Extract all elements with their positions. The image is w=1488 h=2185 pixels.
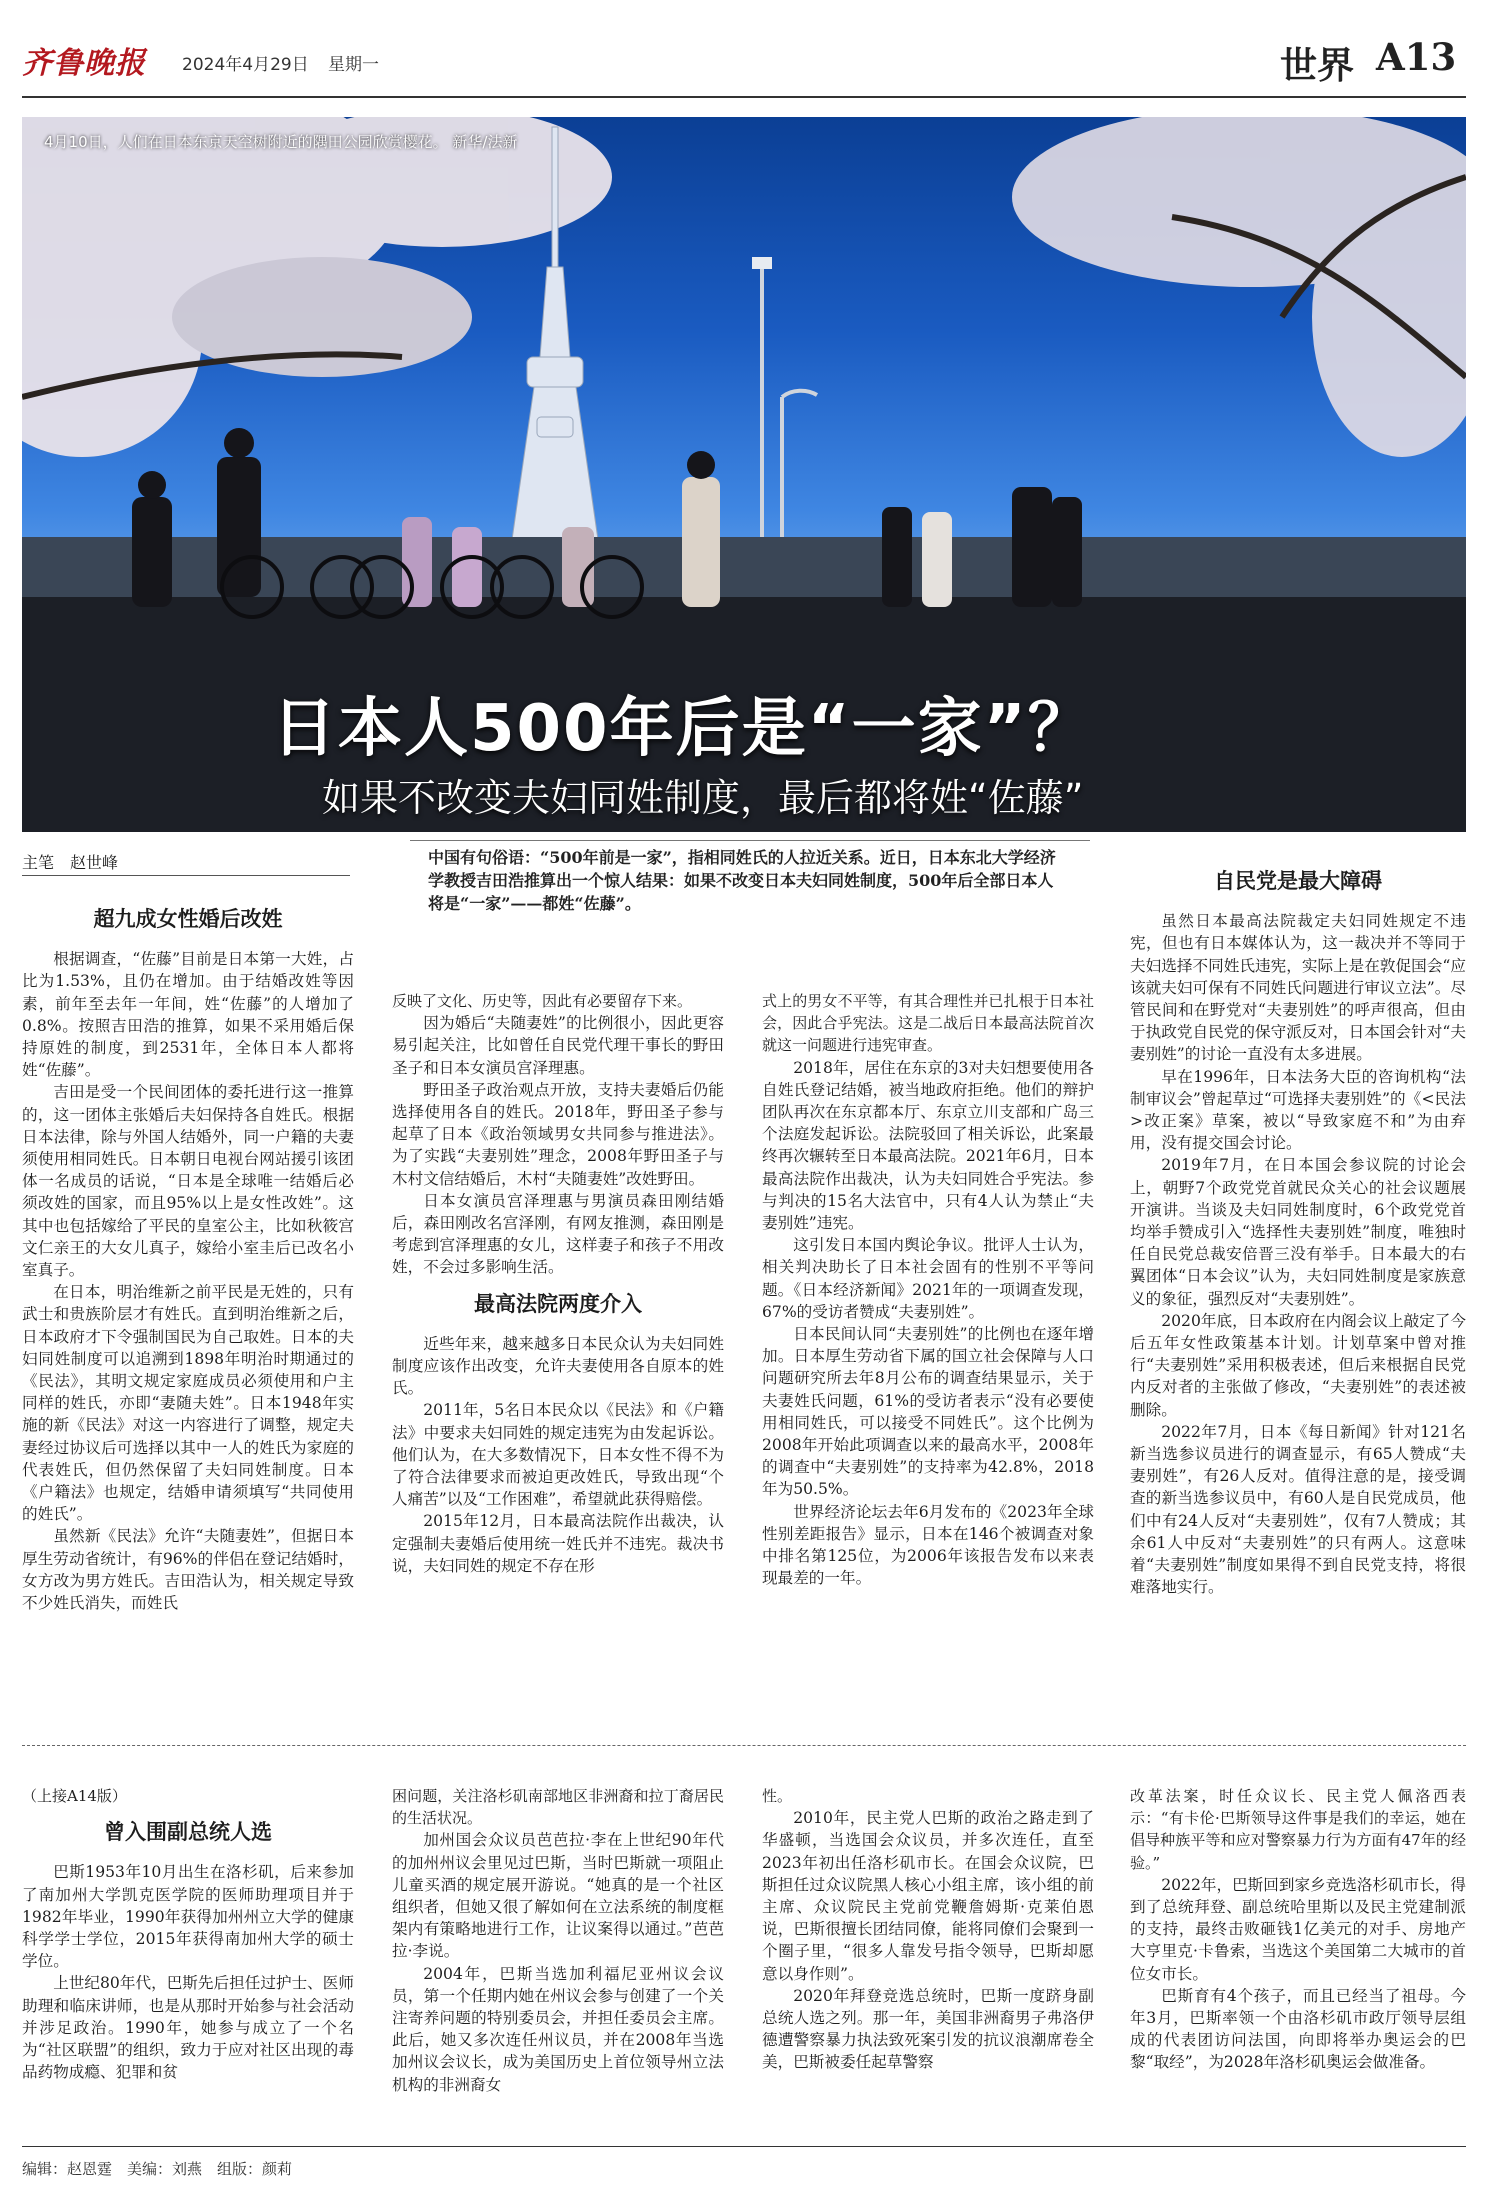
page-number: A13 <box>1376 35 1457 79</box>
footer-rule <box>22 2146 1466 2147</box>
paragraph: 式上的男女不平等，有其合理性并已扎根于日本社会，因此合乎宪法。这是二战后日本最高法院首次就这一问题进行违宪审查。 <box>762 992 1094 1055</box>
paragraph: 世界经济论坛去年6月发布的《2023年全球性别差距报告》显示，日本在146个被调查对象中排名第125位，为2006年该报告发布以来表现最差的一年。 <box>762 1502 1094 1588</box>
second-article-column-3 <box>762 1785 1094 2074</box>
paragraph: 因为婚后“夫随妻姓”的比例很小，因此更容易引起关注，比如曾任自民党代理干事长的野田圣子和日本女演员宫泽理惠。 <box>392 1014 724 1077</box>
section-divider <box>22 1745 1466 1746</box>
section-name: 世界 <box>1280 43 1354 87</box>
paragraph: 在日本，明治维新之前平民是无姓的，只有武士和贵族阶层才有姓氏。直到明治维新之后，日本政府才下令强制国民为自己取姓。日本的夫妇同姓制度可以追溯到1898年明治时期通过的《民法》，其明文规定家庭成员必须使用和户主同样的姓氏，亦即“妻随夫姓”。日本1948年实施的新《民法》对这一内容进行了调整，规定夫妻经过协议后可选择以其中一人的姓氏为家庭的代表姓氏，但仍然保留了夫妇同姓制度。日本《户籍法》也规定，结婚申请须填写“共同使用的姓氏”。 <box>22 1283 354 1524</box>
paragraph: 改革法案，时任众议长、民主党人佩洛西表示：“有卡伦·巴斯领导这件事是我们的幸运，她在倡导种族平等和应对警察暴力行为方面有47年的经验。” <box>1130 1787 1466 1872</box>
article-column-1 <box>22 908 354 1614</box>
paragraph: 巴斯育有4个孩子，而且已经当了祖母。今年3月，巴斯率领一个由洛杉矶市政厅领导层组成的代表团访问法国，向即将举办奥运会的巴黎“取经”，为2028年洛杉矶奥运会做准备。 <box>1130 1986 1466 2072</box>
paragraph: 这引发日本国内舆论争议。批评人士认为，相关判决助长了日本社会固有的性别不平等问题。《日本经济新闻》2021年的一项调查发现，67%的受访者赞成“夫妻别姓”。 <box>762 1236 1094 1321</box>
paragraph: 2010年，民主党人巴斯的政治之路走到了华盛顿，当选国会众议员，并多次连任，直至2023年初出任洛杉矶市长。在国会众议院，巴斯担任过众议院黑人核心小组主席，该小组的前主席、众议院民主党前党鞭詹姆斯·克莱伯恩说，巴斯很擅长团结同僚，能将同僚们会聚到一个圈子里，“很多人靠发号指令领导，巴斯却愿意以身作则”。 <box>762 1809 1094 1983</box>
byline: 主笔 赵世峰 <box>22 853 119 872</box>
paragraph: 2011年，5名日本民众以《民法》和《户籍法》中要求夫妇同姓的规定违宪为由发起诉讼。他们认为，在大多数情况下，日本女性不得不为了符合法律要求而被迫更改姓氏，导致出现“个人痛苦”以及“工作困难”，希望就此获得赔偿。 <box>392 1401 724 1509</box>
paragraph: 性。 <box>762 1787 793 1805</box>
issue-date: 2024年4月29日 <box>182 55 309 75</box>
photo-caption: 4月10日，人们在日本东京天空树附近的隅田公园欣赏樱花。 新华/法新 <box>44 133 518 151</box>
masthead-rule <box>22 96 1466 98</box>
paragraph: 根据调查，“佐藤”目前是日本第一大姓，占比为1.53%，且仍在增加。由于结婚改姓等因素，前年至去年一年间，姓“佐藤”的人增加了0.8%。按照吉田浩的推算，如果不采用婚后保持原姓的制度，到2531年，全体日本人都将姓“佐藤”。 <box>22 950 354 1080</box>
paragraph: 虽然日本最高法院裁定夫妇同姓规定不违宪，但也有日本媒体认为，这一裁决并不等同于夫妇选择不同姓氏违宪，实际上是在敦促国会“应该就夫妇可保有不同姓氏问题进行审议立法”。尽管民间和在野党对“夫妻别姓”的呼声很高，但由于执政党自民党的保守派反对，日本国会针对“夫妻别姓”的讨论一直没有太多进展。 <box>1130 912 1466 1064</box>
paragraph: 2004年，巴斯当选加利福尼亚州议会议员，第一个任期内她在州议会参与创建了一个关注寄养问题的特别委员会，并担任委员会主席。此后，她又多次连任州议员，并在2008年当选加州议会议长，成为美国历史上首位领导州立法机构的非洲裔女 <box>392 1964 724 2094</box>
second-article-column-2 <box>392 1785 724 2096</box>
paragraph: 2020年拜登竞选总统时，巴斯一度跻身副总统人选之列。那一年，美国非洲裔男子弗洛伊德遭警察暴力执法致死案引发的抗议浪潮席卷全美，巴斯被委任起草警察 <box>762 1986 1094 2072</box>
second-article-column-1 <box>22 1785 354 2083</box>
headline: 日本人500年后是“一家”？ <box>272 692 1094 766</box>
subhead-vp-candidate: 曾入围副总统人选 <box>104 1819 272 1845</box>
article-column-4 <box>1130 870 1466 1599</box>
paragraph: 虽然新《民法》允许“夫随妻姓”，但据日本厚生劳动省统计，有96%的伴侣在登记结婚时，女方改为男方姓氏。吉田浩认为，相关规定导致不少姓氏消失，而姓氏 <box>22 1527 354 1613</box>
paragraph: 2022年，巴斯回到家乡竞选洛杉矶市长，得到了总统拜登、副总统哈里斯以及民主党建制派的支持，最终击败砸钱1亿美元的对手、房地产大亨里克·卡鲁索，当选这个美国第二大城市的首位女市长。 <box>1130 1875 1466 1983</box>
paragraph: 2018年，居住在东京的3对夫妇想要使用各自姓氏登记结婚，被当地政府拒绝。他们的辩护团队再次在东京都本厅、东京立川支部和广岛三个法庭发起诉讼。法院驳回了相关诉讼，此案最终再次辗转至日本最高法院。2021年6月，日本最高法院作出裁决，认为夫妇同姓合乎宪法。参与判决的15名大法官中，只有4人认为禁止“夫妻别姓”违宪。 <box>762 1058 1094 1233</box>
continued-from-label: （上接A14版） <box>22 1787 127 1805</box>
paragraph: 反映了文化、历史等，因此有必要留存下来。 <box>392 992 693 1010</box>
subhead-women-change-names: 超九成女性婚后改姓 <box>93 906 283 931</box>
paragraph: 2020年底，日本政府在内阁会议上敲定了今后五年女性政策基本计划。计划草案中曾对推行“夫妻别姓”采用积极表述，但后来根据自民党内反对者的主张做了修改，“夫妻别姓”的表述被删除。 <box>1130 1311 1466 1419</box>
paragraph: 近些年来，越来越多日本民众认为夫妇同姓制度应该作出改变，允许夫妻使用各自原本的姓氏。 <box>392 1334 724 1398</box>
paragraph: 日本女演员宫泽理惠与男演员森田刚结婚后，森田刚改名宫泽刚，有网友推测，森田刚是考虑到宫泽理惠的女儿，这样妻子和孩子不用改姓，不会过多影响生活。 <box>392 1191 724 1277</box>
paragraph: 上世纪80年代，巴斯先后担任过护士、医师助理和临床讲师，也是从那时开始参与社会活动并涉足政治。1990年，她参与成立了一个名为“社区联盟”的组织，致力于应对社区出现的毒品药物成瘾、犯罪和贫 <box>22 1974 354 2082</box>
paragraph: 困问题，关注洛杉矶南部地区非洲裔和拉丁裔居民的生活状况。 <box>392 1787 724 1828</box>
paragraph: 早在1996年，日本法务大臣的咨询机构“法制审议会”曾起草过“可选择夫妻别姓”的《<民法>改正案》草案，被以“导致家庭不和”为由弃用，没有提交国会讨论。 <box>1130 1067 1466 1153</box>
paragraph: 巴斯1953年10月出生在洛杉矶，后来参加了南加州大学凯克医学院的医师助理项目并于1982年毕业，1990年获得加州州立大学的健康科学学士学位，2015年获得南加州大学的硕士学位。 <box>22 1863 354 1971</box>
article-column-3 <box>762 990 1094 1589</box>
paragraph: 2019年7月，在日本国会参议院的讨论会上，朝野7个政党党首就民众关心的社会议题展开演讲。当谈及夫妇同姓制度时，6个政党党首均举手赞成引入“选择性夫妻别姓”制度，唯独时任自民党总裁安倍晋三没有举手。日本最大的右翼团体“日本会议”认为，夫妇同姓制度是家族意义的象征，强烈反对“夫妻别姓”。 <box>1130 1156 1466 1308</box>
issue-weekday: 星期一 <box>328 55 379 75</box>
article-column-2 <box>392 990 724 1577</box>
masthead <box>0 0 1488 95</box>
second-article-column-4 <box>1130 1785 1466 2074</box>
paragraph: 2022年7月，日本《每日新闻》针对121名新当选参议员进行的调查显示，有65人赞成“夫妻别姓”，有26人反对。值得注意的是，接受调查的新当选参议员中，有60人是自民党成员，他们中有24人反对“夫妻别姓”，仅有7人赞成；其余61人中反对“夫妻别姓”的只有两人。这意味着“夫妻别姓”制度如果得不到自民党支持，将很难落地实行。 <box>1130 1422 1466 1597</box>
byline-rule <box>22 875 350 876</box>
paragraph: 吉田是受一个民间团体的委托进行这一推算的，这一团体主张婚后夫妇保持各自姓氏。根据日本法律，除与外国人结婚外，同一户籍的夫妻须使用相同姓氏。日本朝日电视台网站援引该团体一名成员的话说，“日本是全球唯一结婚后必须改姓的国家，而且95%以上是女性改姓”。这其中也包括嫁给了平民的皇室公主，比如秋筱宫文仁亲王的大女儿真子，嫁给小室圭后已改名小室真子。 <box>22 1083 354 1280</box>
subheadline: 如果不改变夫妇同姓制度，最后都将姓“佐藤” <box>322 776 1084 820</box>
cherry-blossom-canopy <box>22 117 612 457</box>
editors-credit: 编辑：赵恩霆 美编：刘燕 组版：颜莉 <box>22 2160 293 2178</box>
cherry-blossom-branch <box>1012 117 1466 457</box>
lead-paragraph: 中国有句俗语：“500年前是一家”，指相同姓氏的人拉近关系。近日，日本东北大学经济学教授吉田浩推算出一个惊人结果：如果不改变日本夫妇同姓制度，500年后全部日本人将是“一家”——都姓“佐藤”。 <box>428 848 1056 913</box>
lead-rule-top <box>410 840 1090 841</box>
paragraph: 野田圣子政治观点开放，支持夫妻婚后仍能选择使用各自的姓氏。2018年，野田圣子参与起草了日本《政治领域男女共同参与推进法》。为了实践“夫妻别姓”理念，2008年野田圣子与木村文信结婚后，木村“夫随妻姓”改姓野田。 <box>392 1080 724 1188</box>
newspaper-logo: 齐鲁晚报 <box>22 46 146 81</box>
subhead-ldp-obstacle: 自民党是最大障碍 <box>1214 868 1382 893</box>
paragraph: 2015年12月，日本最高法院作出裁决，认定强制夫妻婚后使用统一姓氏并不违宪。裁决书说，夫妇同姓的规定不存在形 <box>392 1512 724 1575</box>
paragraph: 加州国会众议员芭芭拉·李在上世纪90年代的加州州议会里见过巴斯，当时巴斯就一项阻止儿童买酒的规定展开游说。“她真的是一个社区组织者，但她又很了解如何在立法系统的制度框架内有策略地进行工作，让议案得以通过。”芭芭拉·李说。 <box>392 1831 724 1961</box>
hero-photo <box>22 117 1466 832</box>
paragraph: 日本民间认同“夫妻别姓”的比例也在逐年增加。日本厚生劳动省下属的国立社会保障与人口问题研究所去年8月公布的调查结果显示，关于夫妻姓氏问题，61%的受访者表示“没有必要使用相同姓氏，可以接受不同姓氏”。这个比例为2008年开始此项调查以来的最高水平，2008年的调查中“夫妻别姓”的支持率为42.8%，2018年为50.5%。 <box>762 1325 1094 1499</box>
subhead-supreme-court: 最高法院两度介入 <box>474 1290 642 1316</box>
